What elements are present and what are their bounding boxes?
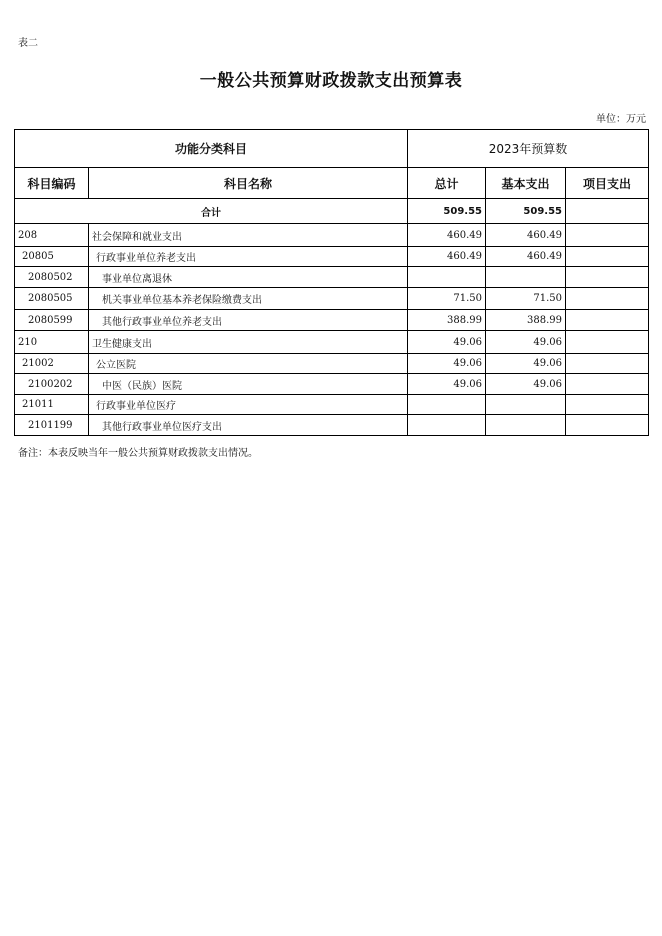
table-row [15, 354, 649, 374]
header-name: 科目名称 [89, 168, 408, 199]
row-name: 其他行政事业单位养老支出 [89, 310, 408, 331]
row-total: 71.50 [408, 288, 486, 310]
header-budget-group: 2023年预算数 [408, 130, 649, 168]
row-name: 社会保障和就业支出 [89, 224, 408, 247]
row-project [566, 395, 649, 415]
total-project [566, 199, 649, 224]
table-row [15, 224, 649, 247]
row-total: 388.99 [408, 310, 486, 331]
row-basic: 71.50 [486, 288, 566, 310]
table-row [15, 310, 649, 331]
row-total: 49.06 [408, 374, 486, 395]
table-row [15, 415, 649, 436]
row-code: 2080599 [15, 310, 89, 331]
row-project [566, 267, 649, 288]
row-name: 中医（民族）医院 [89, 374, 408, 395]
row-name: 卫生健康支出 [89, 331, 408, 354]
header-function-group: 功能分类科目 [15, 130, 408, 168]
row-name: 行政事业单位养老支出 [89, 247, 408, 267]
budget-table [14, 129, 649, 436]
row-project [566, 247, 649, 267]
row-code: 21002 [15, 354, 89, 374]
row-total [408, 415, 486, 436]
header-project: 项目支出 [566, 168, 649, 199]
row-name: 事业单位离退休 [89, 267, 408, 288]
row-total [408, 395, 486, 415]
row-project [566, 354, 649, 374]
row-name: 公立医院 [89, 354, 408, 374]
row-project [566, 310, 649, 331]
row-code: 20805 [15, 247, 89, 267]
table-row [15, 395, 649, 415]
row-total: 460.49 [408, 224, 486, 247]
total-basic: 509.55 [486, 199, 566, 224]
table-row [15, 288, 649, 310]
row-project [566, 415, 649, 436]
row-total: 49.06 [408, 331, 486, 354]
row-name: 行政事业单位医疗 [89, 395, 408, 415]
header-total: 总计 [408, 168, 486, 199]
row-project [566, 288, 649, 310]
total-total: 509.55 [408, 199, 486, 224]
row-basic: 49.06 [486, 354, 566, 374]
row-total [408, 267, 486, 288]
table-number-label: 表二 [18, 38, 38, 49]
table-row [15, 267, 649, 288]
header-code: 科目编码 [15, 168, 89, 199]
footnote: 备注：本表反映当年一般公共预算财政拨款支出情况。 [18, 448, 258, 459]
row-total: 460.49 [408, 247, 486, 267]
row-code: 2101199 [15, 415, 89, 436]
row-code: 21011 [15, 395, 89, 415]
row-basic [486, 267, 566, 288]
row-basic [486, 395, 566, 415]
row-code: 2080502 [15, 267, 89, 288]
unit-label: 单位：万元 [596, 114, 646, 125]
header-basic: 基本支出 [486, 168, 566, 199]
row-code: 2080505 [15, 288, 89, 310]
row-code: 210 [15, 331, 89, 354]
row-project [566, 374, 649, 395]
row-basic: 460.49 [486, 247, 566, 267]
total-label: 合计 [15, 199, 408, 224]
row-basic [486, 415, 566, 436]
row-name: 其他行政事业单位医疗支出 [89, 415, 408, 436]
row-project [566, 224, 649, 247]
table-row [15, 331, 649, 354]
table-row [15, 374, 649, 395]
row-code: 2100202 [15, 374, 89, 395]
row-basic: 49.06 [486, 331, 566, 354]
page-title: 一般公共预算财政拨款支出预算表 [199, 71, 463, 91]
table-row [15, 247, 649, 267]
row-project [566, 331, 649, 354]
row-total: 49.06 [408, 354, 486, 374]
row-basic: 49.06 [486, 374, 566, 395]
row-basic: 460.49 [486, 224, 566, 247]
total-row [15, 199, 649, 224]
row-basic: 388.99 [486, 310, 566, 331]
row-name: 机关事业单位基本养老保险缴费支出 [89, 288, 408, 310]
row-code: 208 [15, 224, 89, 247]
